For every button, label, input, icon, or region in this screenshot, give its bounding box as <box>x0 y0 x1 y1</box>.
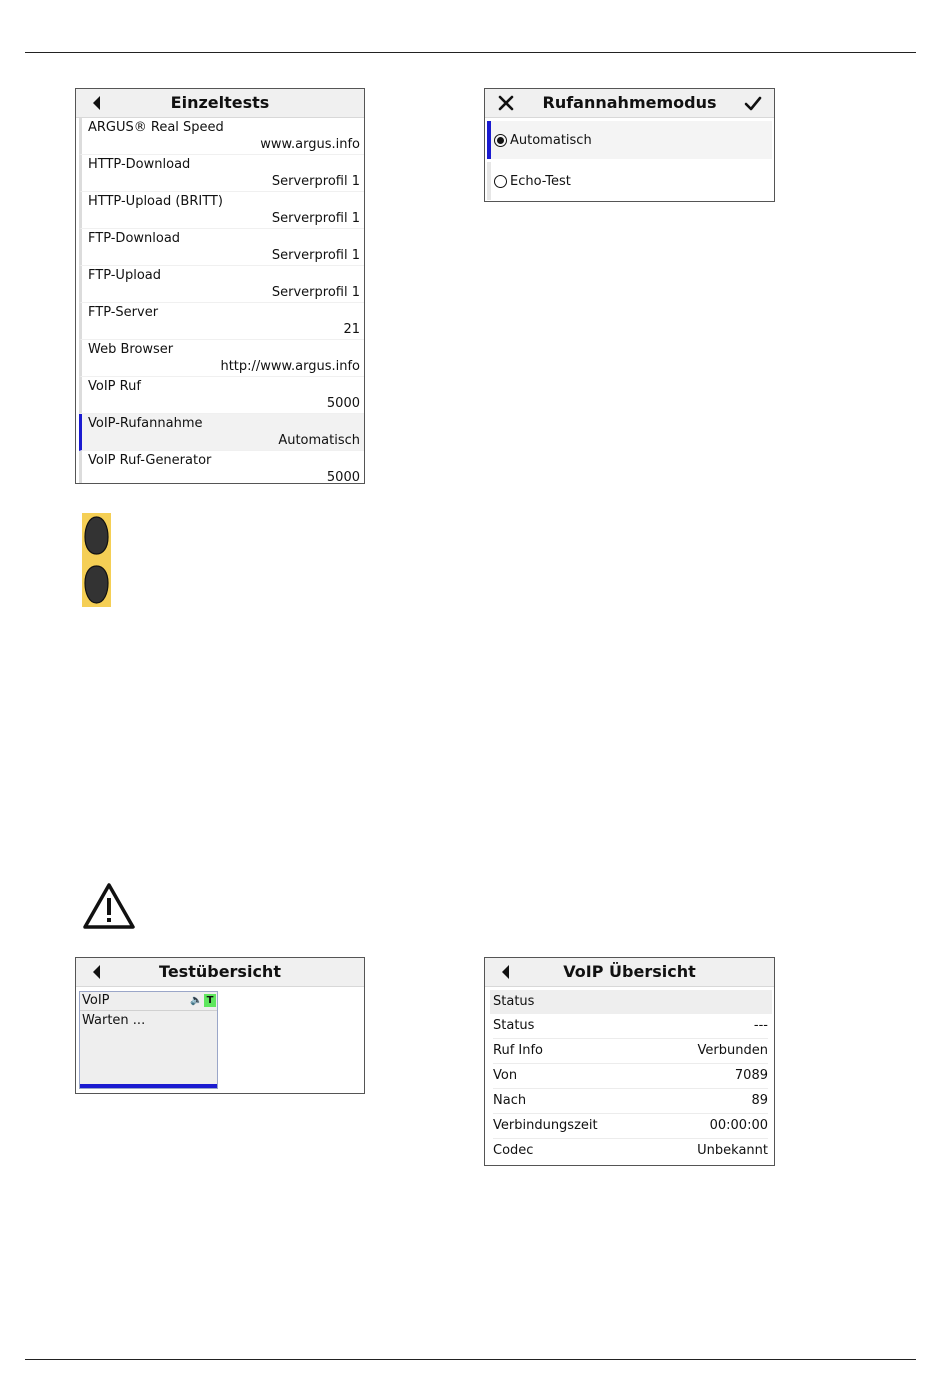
voip-uebersicht-header <box>485 958 774 987</box>
mode-options <box>485 121 774 200</box>
row-key: Status <box>493 1018 535 1033</box>
row-key: Codec <box>493 1143 534 1158</box>
status-table <box>485 1014 774 1164</box>
list-item-label: Web Browser <box>88 342 174 357</box>
list-item-label: HTTP-Download <box>88 157 191 172</box>
tile-status: Warten ... <box>82 1013 146 1028</box>
einzeltests-screen <box>75 88 365 484</box>
list-item-http-upload[interactable] <box>79 192 364 229</box>
list-item-label: VoIP Ruf-Generator <box>88 453 212 468</box>
row-value: --- <box>753 1018 768 1033</box>
tile-selection-bar <box>80 1084 217 1088</box>
page-title: VoIP Übersicht <box>563 962 696 981</box>
list-item-value: Serverprofil 1 <box>271 174 360 189</box>
row-value: 7089 <box>734 1068 768 1083</box>
row-key: Verbindungszeit <box>493 1118 598 1133</box>
table-row <box>493 1089 768 1114</box>
radio-label: Automatisch <box>510 132 592 148</box>
warning-icon <box>82 882 136 930</box>
list-item-label: VoIP Ruf <box>88 379 141 394</box>
list-item-argus-real-speed[interactable] <box>79 118 364 155</box>
list-item-ftp-upload[interactable] <box>79 266 364 303</box>
row-key: Nach <box>493 1093 527 1108</box>
list-item-ftp-download[interactable] <box>79 229 364 266</box>
list-item-value: 5000 <box>326 396 360 411</box>
speaker-icon: 🔈 <box>190 995 203 1006</box>
radio-label: Echo-Test <box>510 173 571 189</box>
rufannahmemodus-screen <box>484 88 775 202</box>
page-title: Einzeltests <box>170 93 270 112</box>
antenna-icon: T <box>204 994 216 1007</box>
list-item-label: FTP-Download <box>88 231 181 246</box>
list-item-http-download[interactable] <box>79 155 364 192</box>
table-row <box>493 1139 768 1164</box>
table-row <box>493 1014 768 1039</box>
list-item-voip-rufannahme[interactable] <box>79 414 364 451</box>
list-item-value: Automatisch <box>278 433 360 448</box>
table-row <box>493 1114 768 1139</box>
row-value: 89 <box>751 1093 768 1108</box>
list-item-web-browser[interactable] <box>79 340 364 377</box>
list-item-voip-ruf-generator[interactable] <box>79 451 364 484</box>
bottom-rule <box>25 1359 916 1360</box>
list-item-value: Serverprofil 1 <box>271 248 360 263</box>
list-item-value: Serverprofil 1 <box>271 211 360 226</box>
list-item-value: 21 <box>343 322 360 337</box>
einzeltests-header <box>76 89 364 118</box>
section-heading-status: Status <box>490 990 772 1014</box>
list-item-label: FTP-Server <box>88 305 159 320</box>
radio-option-automatisch[interactable] <box>487 121 772 159</box>
list-item-ftp-server[interactable] <box>79 303 364 340</box>
rufannahmemodus-header <box>485 89 774 118</box>
testuebersicht-screen <box>75 957 365 1094</box>
list-item-label: HTTP-Upload (BRITT) <box>88 194 223 209</box>
key-icon <box>84 515 109 555</box>
list-item-value: www.argus.info <box>260 137 360 152</box>
list-item-voip-ruf[interactable] <box>79 377 364 414</box>
list-item-label: ARGUS® Real Speed <box>88 120 224 135</box>
row-key: Von <box>493 1068 518 1083</box>
list-item-label: FTP-Upload <box>88 268 161 283</box>
keypad-keys-illustration <box>82 513 111 607</box>
row-value: Verbunden <box>697 1043 768 1058</box>
row-value: Unbekannt <box>697 1143 768 1158</box>
radio-unchecked-icon <box>494 175 507 188</box>
row-value: 00:00:00 <box>709 1118 768 1133</box>
list-item-value: 5000 <box>326 470 360 484</box>
voip-uebersicht-screen <box>484 957 775 1166</box>
tile-name: VoIP <box>82 993 110 1008</box>
top-rule <box>25 52 916 53</box>
row-key: Ruf Info <box>493 1043 544 1058</box>
table-row <box>493 1064 768 1089</box>
page-title: Rufannahmemodus <box>542 93 717 112</box>
test-tile-voip[interactable] <box>79 991 218 1089</box>
key-icon <box>84 565 109 605</box>
tile-header <box>80 992 217 1011</box>
test-list <box>76 118 364 484</box>
radio-checked-icon <box>494 134 507 147</box>
radio-option-echo-test[interactable] <box>487 162 772 200</box>
list-item-value: http://www.argus.info <box>220 359 360 374</box>
list-item-value: Serverprofil 1 <box>271 285 360 300</box>
check-icon[interactable] <box>744 94 762 112</box>
table-row <box>493 1039 768 1064</box>
page-title: Testübersicht <box>159 962 281 981</box>
testuebersicht-header <box>76 958 364 987</box>
list-item-label: VoIP-Rufannahme <box>88 416 203 431</box>
